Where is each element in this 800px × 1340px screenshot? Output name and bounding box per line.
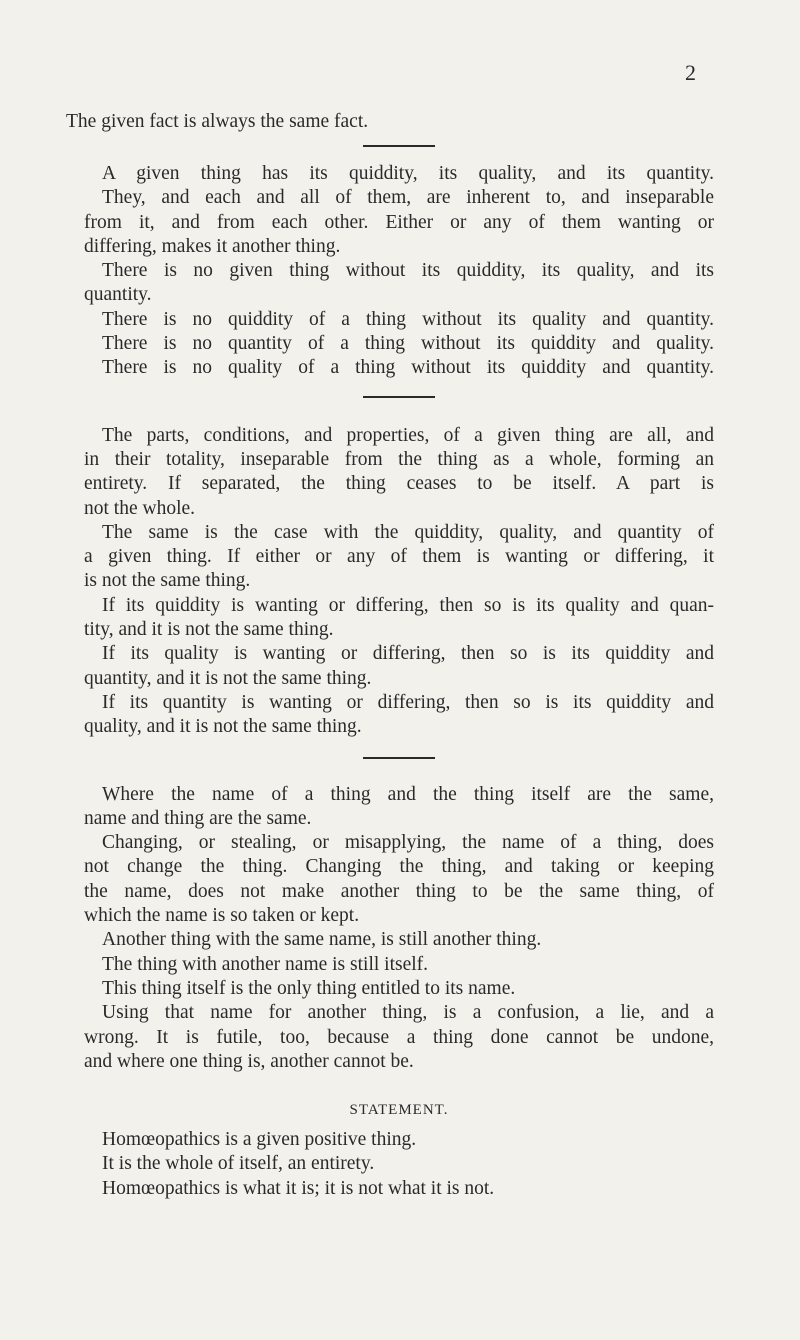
paragraph-line: entirety. If separated, the thing ceases to be itself. A part is (84, 473, 714, 495)
statement-line: It is the whole of itself, an entirety. (102, 1153, 375, 1175)
paragraph-line: differing, makes it another thing. (84, 235, 341, 257)
opening-line: The given fact is always the same fact. (66, 111, 369, 132)
paragraph-line: If its quality is wanting or differing, then so is its quiddity and (102, 643, 714, 665)
section-3 (84, 783, 714, 1075)
paragraph-line: not the whole. (84, 497, 196, 519)
paragraph-line: They, and each and all of them, are inherent to, and inseparable (102, 187, 714, 209)
section-1 (84, 162, 714, 381)
paragraph-line: name and thing are the same. (84, 807, 312, 829)
page-number: 2 (685, 60, 696, 85)
paragraph-line: The thing with another name is still itself. (102, 953, 429, 975)
paragraph-line: tity, and it is not the same thing. (84, 619, 334, 641)
paragraph-line: The parts, conditions, and properties, of a given thing are all, and (102, 424, 714, 446)
paragraph-line: If its quiddity is wanting or differing, then so is its quality and quan- (102, 594, 714, 616)
paragraph-line: A given thing has its quiddity, its quality, and its quantity. (102, 163, 714, 184)
paragraph-line: The same is the case with the quiddity, quality, and quantity of (102, 521, 714, 543)
statement-line: Homœopathics is what it is; it is not what it is not. (102, 1177, 495, 1199)
paragraph-line: There is no quantity of a thing without its quiddity and quality. (102, 333, 714, 355)
paragraph-line: wrong. It is futile, too, because a thing done cannot be undone, (84, 1026, 714, 1048)
paragraph-line: Another thing with the same name, is still another thing. (102, 929, 542, 951)
statement-section (84, 1098, 714, 1201)
paragraph-line: quantity. (84, 284, 152, 306)
paragraph-line: There is no quality of a thing without its quiddity and quantity. (102, 357, 714, 379)
paragraph-line: not change the thing. Changing the thing, and taking or keeping (84, 856, 714, 878)
paragraph-line: quantity, and it is not the same thing. (84, 667, 372, 689)
paragraph-line: Changing, or stealing, or misapplying, the name of a thing, does (102, 832, 714, 854)
paragraph-line: a given thing. If either or any of them is wanting or differing, it (84, 546, 714, 568)
paragraph-line: which the name is so taken or kept. (84, 905, 360, 927)
paragraph-line: is not the same thing. (84, 570, 251, 592)
paragraph-line: There is no quiddity of a thing without its quality and quantity. (102, 308, 714, 330)
paragraph-line: Where the name of a thing and the thing itself are the same, (102, 783, 714, 805)
paragraph-line: Using that name for another thing, is a confusion, a lie, and a (102, 1002, 714, 1024)
page-content (66, 110, 714, 1201)
paragraph-line: in their totality, inseparable from the thing as a whole, forming an (84, 448, 714, 470)
paragraph-line: There is no given thing without its quiddity, its quality, and its (102, 260, 714, 282)
paragraph-line: the name, does not make another thing to be the same thing, of (84, 880, 714, 902)
paragraph-line: and where one thing is, another cannot be. (84, 1050, 414, 1072)
paragraph-line: If its quantity is wanting or differing, then so is its quiddity and (102, 691, 714, 713)
statement-heading: STATEMENT. (349, 1102, 449, 1119)
paragraph-line: from it, and from each other. Either or any of them wanting or (84, 211, 714, 233)
paragraph-line: quality, and it is not the same thing. (84, 716, 362, 738)
paragraph-line: This thing itself is the only thing entitled to its name. (102, 977, 516, 999)
section-2 (84, 424, 714, 740)
statement-line: Homœopathics is a given positive thing. (102, 1129, 417, 1151)
